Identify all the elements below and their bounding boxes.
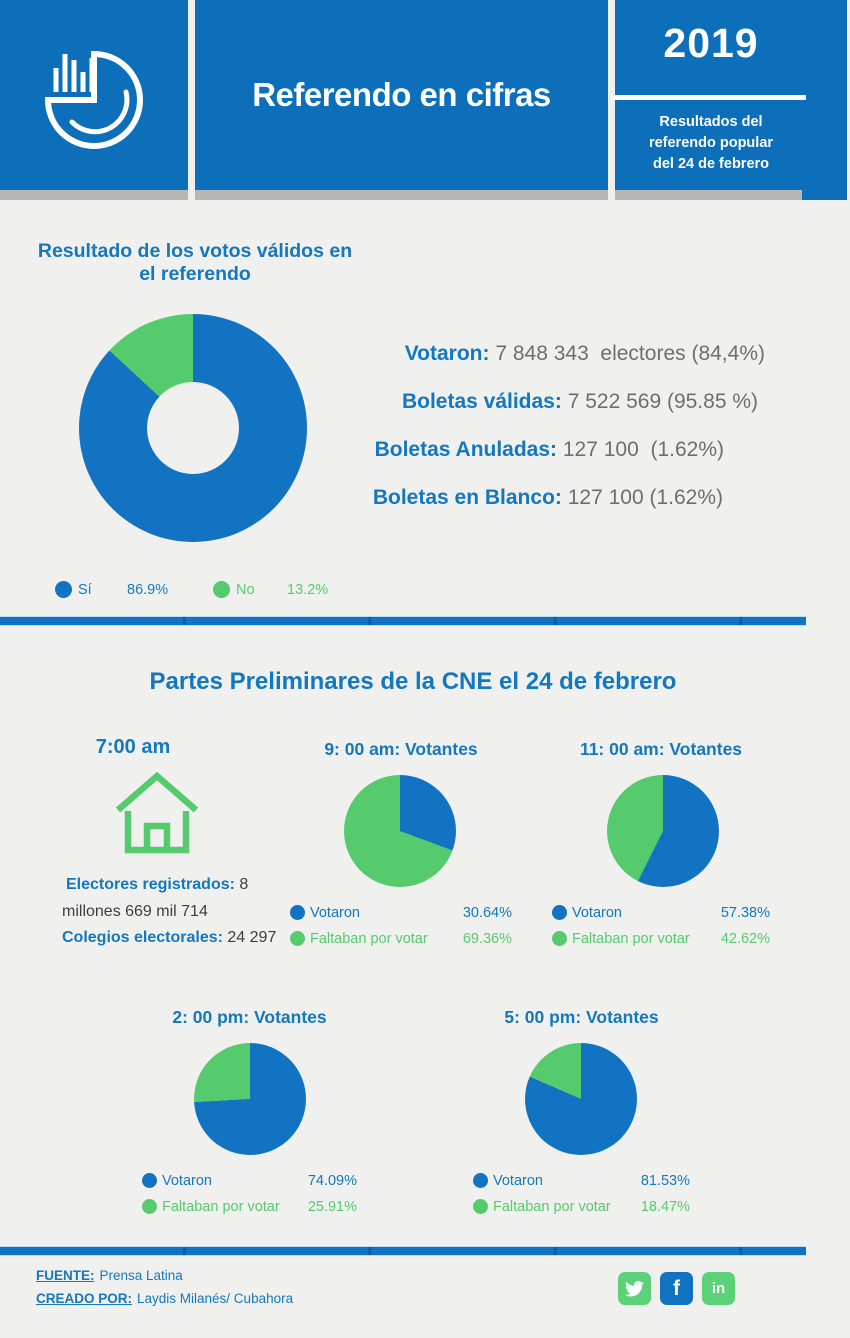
legend-dot-no [213, 581, 230, 598]
chart-title: 5: 00 pm: Votantes [504, 1007, 659, 1027]
stat-boletas-anuladas: Boletas Anuladas: 127 100 (1.62%) [374, 438, 724, 461]
header-shadow-strip [615, 190, 802, 200]
chart-title: 11: 00 am: Votantes [579, 739, 743, 759]
opening-time-label: 7:00 am [95, 736, 171, 758]
page-title: Referendo en cifras [252, 76, 551, 113]
legend-dot-faltaban [552, 931, 567, 946]
legend-row-votaron: Votaron 74.09% [142, 1172, 357, 1190]
chart-9am [290, 739, 512, 947]
twitter-icon [625, 1281, 644, 1297]
legend-label-no: No [236, 582, 255, 598]
chart-title: 9: 00 am: Votantes [324, 739, 478, 759]
legend-dot-votaron [552, 905, 567, 920]
house-icon [112, 770, 202, 856]
source-line: FUENTE: Prensa Latina [36, 1268, 183, 1283]
pie-bar-logo-icon [34, 26, 154, 158]
legend-row-faltaban: Faltaban por votar 42.62% [552, 930, 770, 948]
header-shadow-strip [195, 190, 608, 200]
header-title-block [195, 0, 608, 190]
legend-row-faltaban: Faltaban por votar 18.47% [473, 1198, 690, 1216]
legend-row-votaron: Votaron 57.38% [552, 904, 770, 922]
pie-5pm [525, 1043, 637, 1155]
section-divider [0, 616, 806, 626]
si-no-donut-chart [79, 314, 307, 542]
twitter-button[interactable] [618, 1272, 651, 1305]
linkedin-button[interactable] [702, 1272, 735, 1305]
header-shadow-strip [0, 190, 188, 200]
legend-dot-faltaban [290, 931, 305, 946]
legend-row-faltaban: Faltaban por votar 25.91% [142, 1198, 357, 1216]
legend-dot-votaron [290, 905, 305, 920]
legend-row-votaron: Votaron 81.53% [473, 1172, 690, 1190]
legend-dot-faltaban [142, 1199, 157, 1214]
credit-line: CREADO POR: Laydis Milanés/ Cubahora [36, 1291, 294, 1306]
section-divider [0, 1246, 806, 1256]
legend-label-si: Sí [78, 582, 92, 598]
chart-11am [552, 739, 770, 947]
chart-title: 2: 00 pm: Votantes [172, 1007, 327, 1027]
chart-2pm [142, 1007, 357, 1215]
facebook-icon: f [673, 1277, 680, 1300]
header-subtitle: Resultados del referendo popular del 24 de febrero [648, 114, 774, 172]
chart-5pm [473, 1007, 690, 1215]
stat-boletas-validas: Boletas válidas: 7 522 569 (95.85 %) [401, 390, 758, 413]
source-label[interactable]: FUENTE: [36, 1268, 95, 1283]
legend-dot-votaron [473, 1173, 488, 1188]
stat-votaron: Votaron: 7 848 343 electores (84,4%) [404, 342, 765, 365]
preliminary-title: Partes Preliminares de la CNE el 24 de febrero [149, 668, 677, 695]
legend-pct-si: 86.9% [127, 582, 169, 598]
year-underline [612, 95, 806, 100]
pie-11am [607, 775, 719, 887]
stat-boletas-blanco: Boletas en Blanco: 127 100 (1.62%) [372, 486, 723, 509]
year-label: 2019 [663, 20, 759, 66]
credit-label[interactable]: CREADO POR: [36, 1291, 133, 1306]
linkedin-icon: in [711, 1280, 726, 1297]
pie-2pm [194, 1043, 306, 1155]
electores-value-cont: millones 669 mil 714 [62, 902, 208, 920]
results-title: Resultado de los votos válidos en el referendo [37, 240, 353, 285]
pie-9am [344, 775, 456, 887]
header-year-block [615, 0, 847, 200]
legend-dot-si [55, 581, 72, 598]
legend-dot-faltaban [473, 1199, 488, 1214]
header-logo-block [0, 0, 188, 190]
legend-dot-votaron [142, 1173, 157, 1188]
legend-pct-no: 13.2% [287, 582, 329, 598]
legend-row-votaron: Votaron 30.64% [290, 904, 512, 922]
legend-row-faltaban: Faltaban por votar 69.36% [290, 930, 512, 948]
donut-hole [147, 382, 239, 474]
facebook-button[interactable] [660, 1272, 693, 1305]
registration-stats: Electores registrados: 8 millones 669 mil 714 Colegios electorales: 24 297 [62, 872, 287, 952]
